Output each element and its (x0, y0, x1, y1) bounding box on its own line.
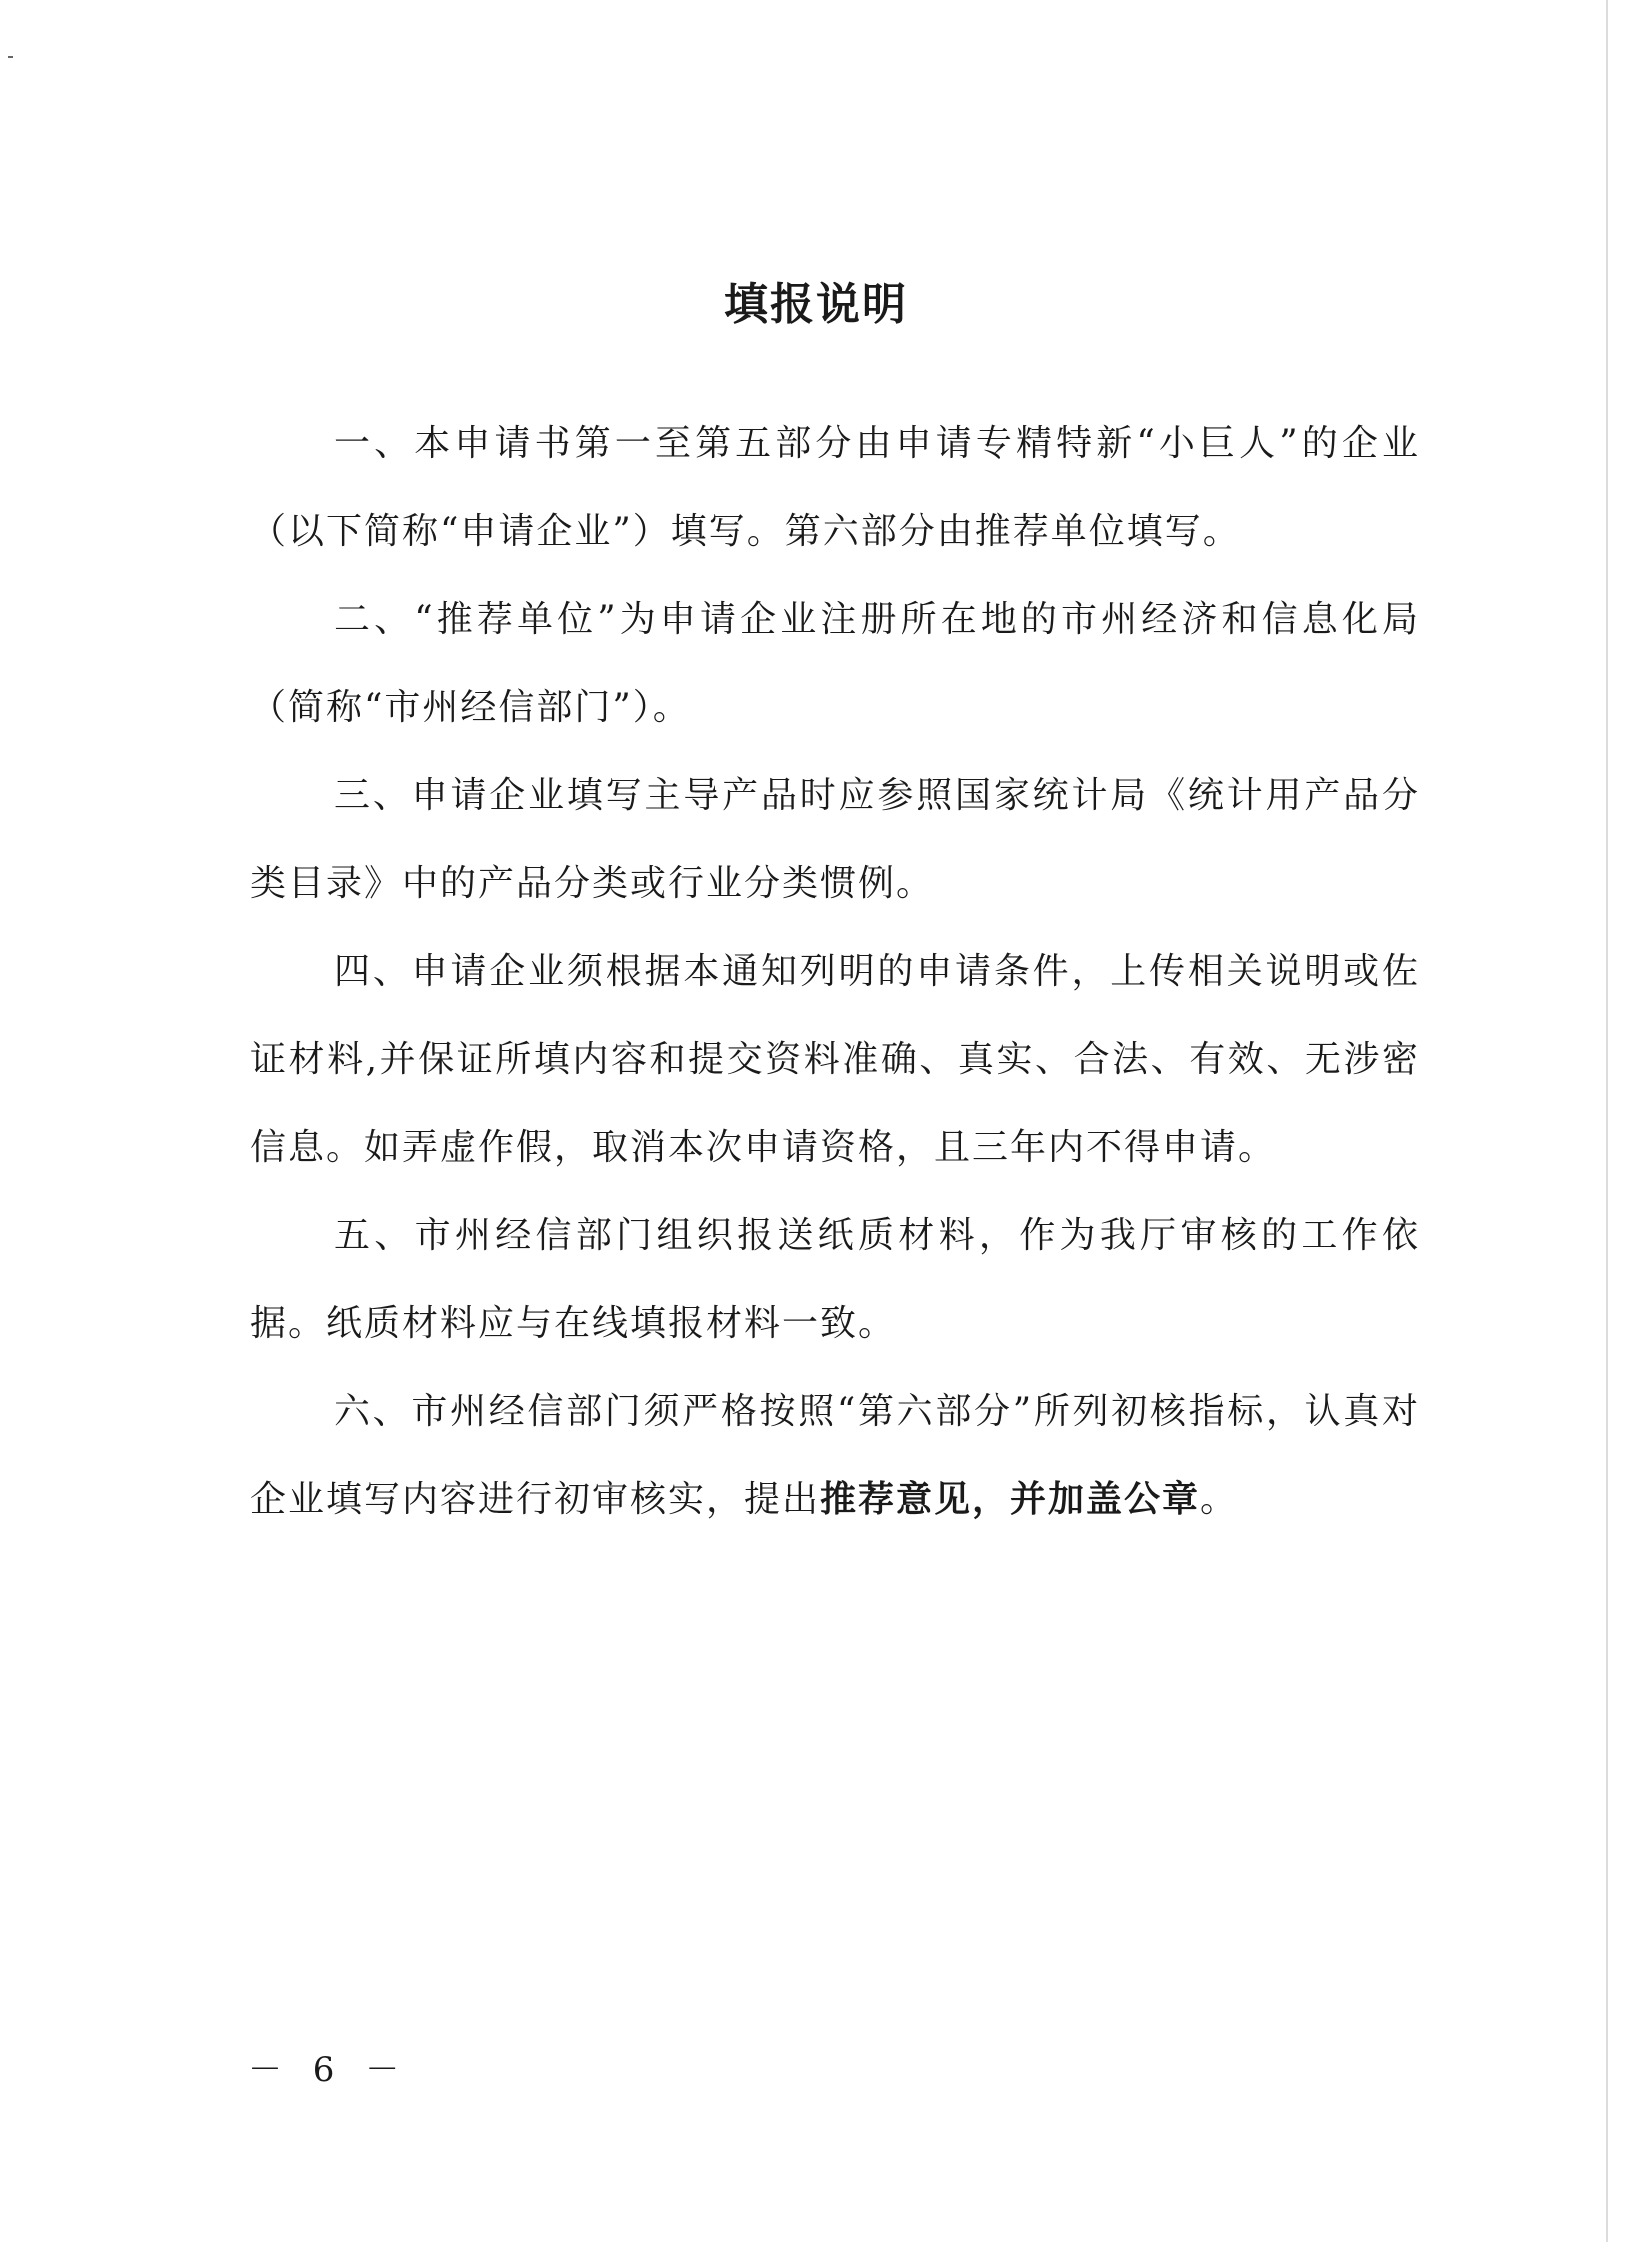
instruction-paragraph-1: 一、本申请书第一至第五部分由申请专精特新“小巨人”的企业（以下简称“申请企业”）填写。第六部分由推荐单位填写。 (250, 423, 1420, 552)
instruction-emphasis: 推荐意见，并加盖公章 (820, 1479, 1201, 1520)
instruction-paragraph-3: 三、申请企业填写主导产品时应参照国家统计局《统计用产品分类目录》中的产品分类或行业分类惯例。 (250, 775, 1420, 904)
instruction-paragraph-6 (250, 1368, 1420, 1544)
instruction-paragraph-6-text: 六、市州经信部门须严格按照“第六部分”所列初核指标，认真对企业填写内容进行初审核实，提出 (250, 1391, 1420, 1520)
page-number: － 6 － (248, 2050, 410, 2090)
instruction-paragraph-6-suffix: 。 (1200, 1479, 1239, 1520)
instruction-paragraph-2: 二、“推荐单位”为申请企业注册所在地的市州经济和信息化局（简称“市州经信部门”）。 (250, 599, 1420, 728)
instruction-paragraph-4: 四、申请企业须根据本通知列明的申请条件，上传相关说明或佐证材料,并保证所填内容和提交资料准确、真实、合法、有效、无涉密信息。如弄虚作假，取消本次申请资格，且三年内不得申请。 (250, 951, 1420, 1168)
scan-edge-line (1606, 0, 1608, 2242)
instructions-body (250, 400, 1420, 1544)
scan-mark (8, 56, 13, 58)
document-title: 填报说明 (724, 279, 908, 331)
instruction-paragraph-5: 五、市州经信部门组织报送纸质材料，作为我厅审核的工作依据。纸质材料应与在线填报材料一致。 (250, 1215, 1420, 1344)
